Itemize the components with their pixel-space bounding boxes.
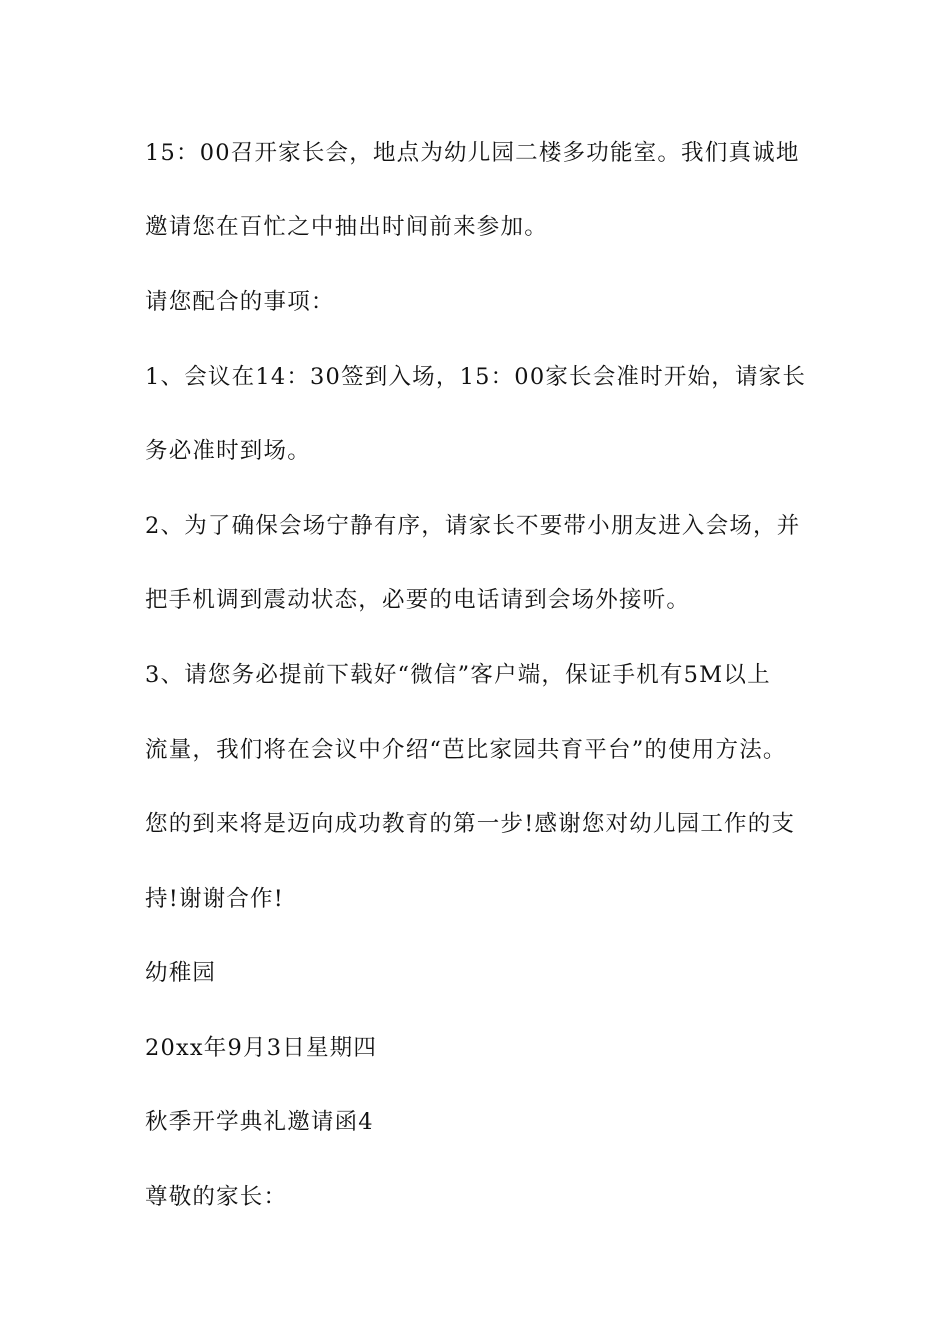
body-line: 务必准时到场。 bbox=[145, 438, 311, 464]
signature-name: 幼稚园 bbox=[145, 960, 217, 986]
salutation: 尊敬的家长： bbox=[145, 1184, 288, 1210]
section-title: 秋季开学典礼邀请函4 bbox=[145, 1109, 374, 1135]
body-line: 1、会议在14：30签到入场，15：00家长会准时开始，请家长 bbox=[145, 364, 807, 390]
body-line: 2、为了确保会场宁静有序，请家长不要带小朋友进入会场，并 bbox=[145, 513, 801, 539]
body-line: 流量，我们将在会议中介绍“芭比家园共育平台”的使用方法。 bbox=[145, 737, 787, 763]
body-line: 持!谢谢合作! bbox=[145, 886, 284, 912]
body-line: 邀请您在百忙之中抽出时间前来参加。 bbox=[145, 214, 548, 240]
body-line: 15：00召开家长会，地点为幼儿园二楼多功能室。我们真诚地 bbox=[145, 140, 800, 166]
body-line: 3、请您务必提前下载好“微信”客户端，保证手机有5M以上 bbox=[145, 662, 771, 688]
notice-heading: 请您配合的事项： bbox=[145, 289, 335, 315]
body-line: 您的到来将是迈向成功教育的第一步!感谢您对幼儿园工作的支 bbox=[145, 811, 796, 837]
body-line: 把手机调到震动状态，必要的电话请到会场外接听。 bbox=[145, 587, 691, 613]
signature-date: 20xx年9月3日星期四 bbox=[145, 1035, 378, 1061]
